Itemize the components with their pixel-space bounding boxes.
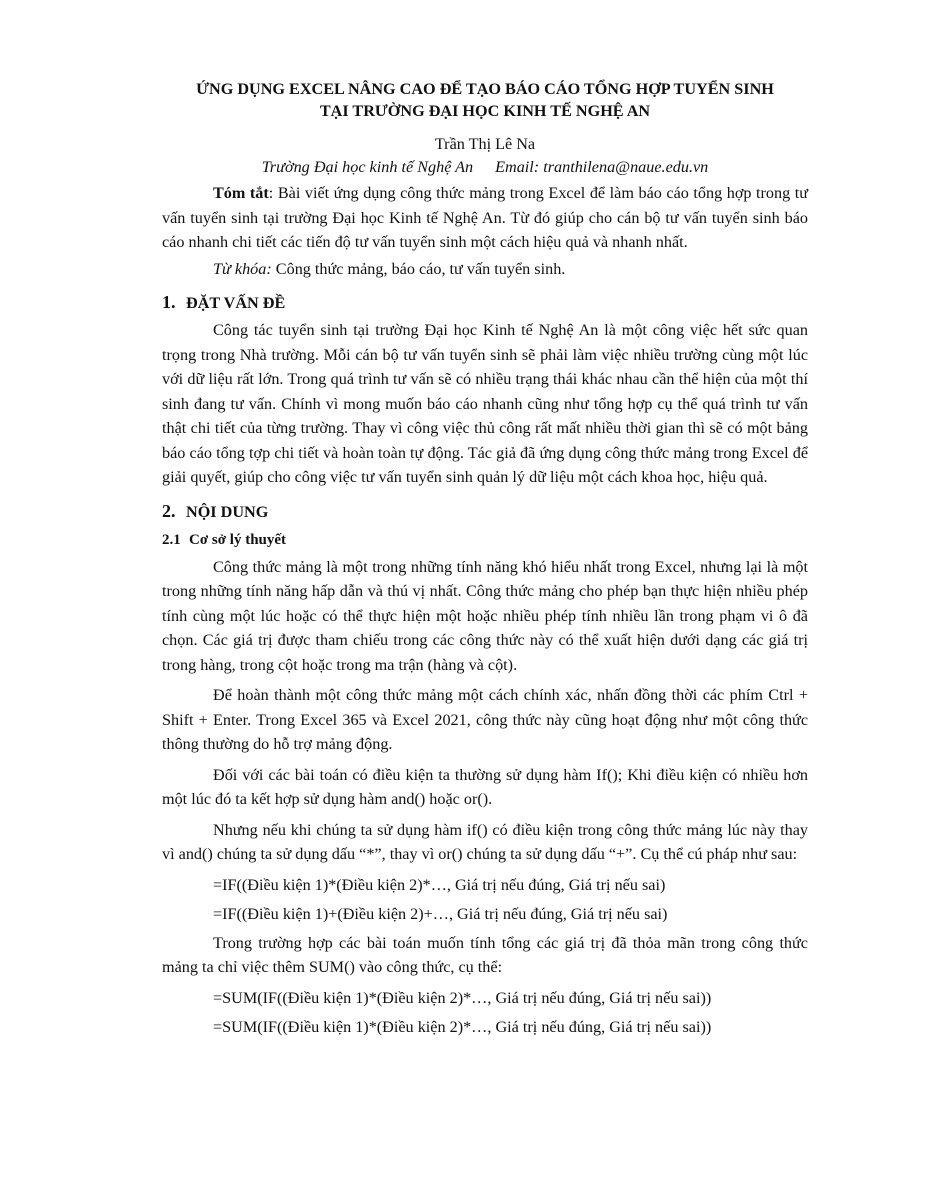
- subsection-number: 2.1: [162, 531, 181, 548]
- paragraph-array-formula-intro: Công thức mảng là một trong những tính năng khó hiểu nhất trong Excel, nhưng lại là một trong những tính năng hấp dẫn và thú vị nhất. Công thức mảng cho phép bạn thực hiện nhiều phép tính cùng một lúc hoặc có thể thực hiện một hoặc nhiều phép tính nhiều lần trong phạm vi ô đã chọn. Các giá trị được tham chiếu trong các công thức này có thể xuất hiện dưới dạng các giá trị trong hàng, trong cột hoặc trong ma trận (hàng và cột).: [162, 557, 808, 674]
- keywords-label: Từ khóa:: [213, 259, 272, 278]
- abstract: [162, 181, 808, 255]
- keywords-text: Công thức mảng, báo cáo, tư vấn tuyển sinh.: [271, 259, 566, 278]
- paragraph-ctrl-shift-enter: Để hoàn thành một công thức mảng một cách chính xác, nhấn đồng thời các phím Ctrl + Shift + Enter. Trong Excel 365 và Excel 2021, công thức này cũng hoạt động như một công thức thông thường do hỗ trợ mảng động.: [162, 686, 808, 753]
- keywords: [162, 257, 808, 282]
- abstract-text: : Bài viết ứng dụng công thức mảng trong Excel để làm báo cáo tổng hợp trong tư vấn tuyển sinh tại trường Đại học Kinh tế Nghệ An. Từ đó giúp cho cán bộ tư vấn tuyển sinh báo cáo nhanh chi tiết các tiến độ tư vấn tuyển sinh một cách hiệu quả và nhanh nhất.: [162, 184, 809, 251]
- paper-title: [162, 78, 808, 122]
- title-line-2: TẠI TRƯỜNG ĐẠI HỌC KINH TẾ NGHỆ AN: [319, 102, 651, 120]
- section-1-heading: [162, 291, 808, 314]
- affiliation: Trường Đại học kinh tế Nghệ An: [261, 158, 474, 176]
- paragraph-sum-intro: Trong trường hợp các bài toán muốn tính tổng các giá trị đã thỏa mãn trong công thức mảng ta chỉ việc thêm SUM() vào công thức, cụ thể:: [162, 933, 808, 976]
- affiliation-line: [162, 156, 808, 178]
- title-line-1: ỨNG DỤNG EXCEL NÂNG CAO ĐỂ TẠO BÁO CÁO TỔNG HỢP TUYỂN SINH: [196, 80, 774, 98]
- section-1-number: 1.: [162, 292, 176, 312]
- abstract-label: Tóm tắt: [213, 184, 269, 202]
- subsection-title: Cơ sở lý thuyết: [189, 531, 287, 548]
- paragraph-if-conditions: Đối với các bài toán có điều kiện ta thường sử dụng hàm If(); Khi điều kiện có nhiều hơn một lúc đó ta kết hợp sử dụng hàm and() hoặc or().: [162, 765, 808, 808]
- subsection-heading: [162, 529, 808, 551]
- section-2-heading: [162, 500, 808, 523]
- formula-if-and: =IF((Điều kiện 1)*(Điều kiện 2)*…, Giá trị nếu đúng, Giá trị nếu sai): [213, 875, 666, 894]
- formula-if-or: =IF((Điều kiện 1)+(Điều kiện 2)+…, Giá trị nếu đúng, Giá trị nếu sai): [213, 904, 668, 923]
- section-2-number: 2.: [162, 500, 176, 521]
- author-email: Email: tranthilena@naue.edu.vn: [495, 158, 709, 176]
- section-1-title: ĐẶT VẤN ĐỀ: [186, 294, 286, 312]
- section-2-title: NỘI DUNG: [186, 502, 269, 521]
- formula-sum-if-2: =SUM(IF((Điều kiện 1)*(Điều kiện 2)*…, Giá trị nếu đúng, Giá trị nếu sai)): [213, 1017, 712, 1036]
- paragraph-syntax-intro: Nhưng nếu khi chúng ta sử dụng hàm if() có điều kiện trong công thức mảng lúc này thay vì and() chúng ta sử dụng dấu “*”, thay vì or() chúng ta sử dụng dấu “+”. Cụ thể cú pháp như sau:: [162, 820, 808, 863]
- paper-page: [162, 70, 808, 1044]
- formula-sum-if-1: =SUM(IF((Điều kiện 1)*(Điều kiện 2)*…, Giá trị nếu đúng, Giá trị nếu sai)): [213, 988, 712, 1007]
- section-1-paragraph: Công tác tuyển sinh tại trường Đại học Kinh tế Nghệ An là một công việc hết sức quan trọng trong Nhà trường. Mỗi cán bộ tư vấn tuyển sinh sẽ phải làm việc nhiều trường cùng một lúc với dữ liệu rất lớn. Trong quá trình tư vấn sẽ có nhiều trạng thái khác nhau cần thể hiện của một thí sinh đang tư vấn. Chính vì mong muốn báo cáo nhanh cũng như tổng hợp cụ thể quá trình tư vấn thật chi tiết của từng trường. Thay vì công việc thủ công rất mất nhiều thời gian thì sẽ có một bảng báo cáo tổng tợp chi tiết và hoàn toàn tự động. Tác giả đã ứng dụng công thức mảng trong Excel để giải quyết, giúp cho công việc tư vấn tuyển sinh quản lý dữ liệu một cách khoa học, hiệu quả.: [162, 321, 808, 486]
- author-name: Trần Thị Lê Na: [434, 135, 536, 153]
